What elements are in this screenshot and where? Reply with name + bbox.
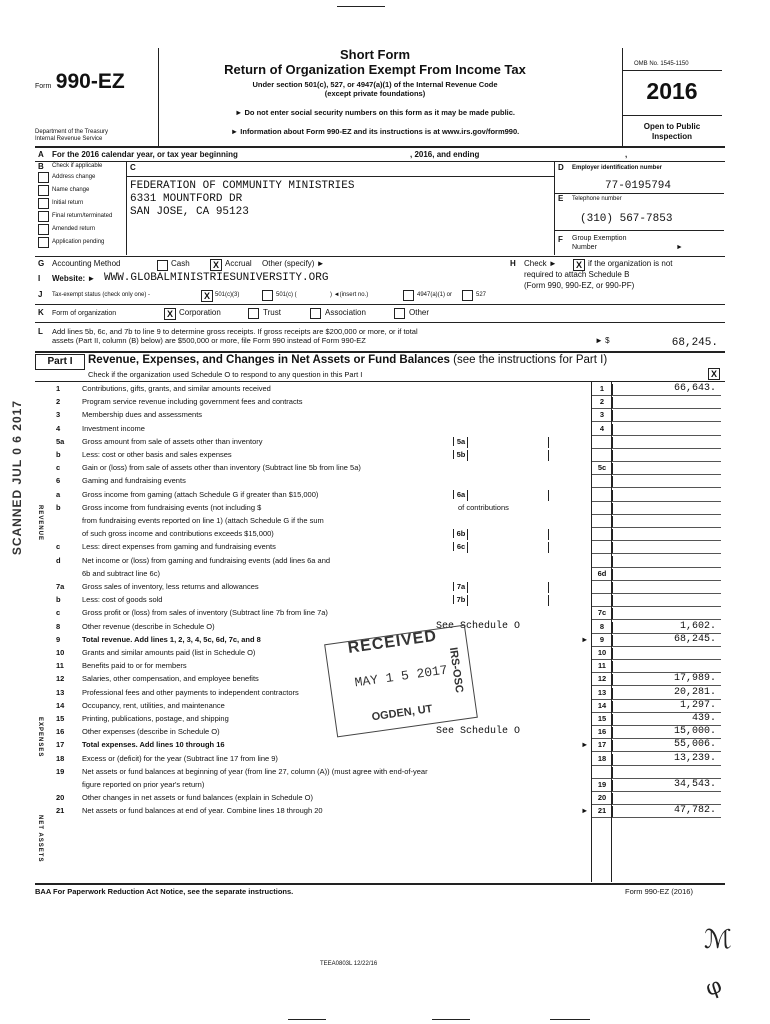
c-d-divider xyxy=(554,161,555,255)
org-address: 6331 MOUNTFORD DR xyxy=(130,193,243,205)
group-exemption-label: Group Exemption xyxy=(572,235,627,242)
part1-line-row xyxy=(48,529,720,540)
line-amount[interactable]: 20,281. xyxy=(673,686,716,698)
total-arrow: ► xyxy=(581,634,589,644)
section-b-option-label: Final return/terminated xyxy=(52,213,113,219)
line-description: Gaming and fundraising events xyxy=(82,476,186,486)
line-description: Excess or (deficit) for the year (Subtract line 17 from line 9) xyxy=(82,753,278,763)
section-b-checkbox[interactable] xyxy=(38,224,49,235)
part1-line-row xyxy=(48,516,720,527)
line-number: c xyxy=(56,463,61,473)
part1-line-row xyxy=(48,767,720,778)
part1-line-row xyxy=(48,476,720,487)
line-description: Other expenses (describe in Schedule O) xyxy=(82,727,220,737)
c-name-rule xyxy=(126,176,554,177)
line-description: Program service revenue including government fees and contracts xyxy=(82,397,303,407)
527-label: 527 xyxy=(476,292,487,298)
line-box-label: 11 xyxy=(591,661,613,672)
line-box-label: 5c xyxy=(591,463,613,474)
short-form-label: Short Form xyxy=(339,47,411,62)
line-amount[interactable]: 47,782. xyxy=(673,805,716,817)
scan-mark-bottom-2 xyxy=(432,1019,470,1020)
gross-receipts-dollar: ► $ xyxy=(595,336,610,345)
501c-checkbox[interactable] xyxy=(262,290,273,301)
part1-line-row xyxy=(48,793,720,804)
line-number: 21 xyxy=(56,806,65,816)
line-description: from fundraising events reported on line 1) (attach Schedule G if the sum xyxy=(82,516,324,525)
section-j-letter: J xyxy=(38,290,43,299)
stamp-ogden: OGDEN, UT xyxy=(370,702,434,724)
tax-exempt-label: Tax-exempt status (check only one) - xyxy=(52,292,151,298)
line-box-label xyxy=(591,503,613,514)
line-box-label xyxy=(591,542,613,553)
accrual-checkbox[interactable]: X xyxy=(210,259,222,271)
line-description: Net assets or fund balances at end of year. Combine lines 18 through 20 xyxy=(82,806,323,816)
form-prefix: Form xyxy=(35,83,52,90)
line-description: Less: direct expenses from gaming and fundraising events xyxy=(82,542,276,552)
line-amount[interactable]: 1,602. xyxy=(679,620,716,632)
line-number: 17 xyxy=(56,740,65,750)
line-description: Gain or (loss) from sale of assets other than inventory (Subtract line 5b from line 5a) xyxy=(82,463,361,473)
trust-checkbox[interactable] xyxy=(248,308,259,319)
section-g-letter: G xyxy=(38,259,45,268)
501c3-label: 501(c)(3) xyxy=(215,292,240,298)
schedule-o-checkbox[interactable]: X xyxy=(708,368,720,380)
cash-label: Cash xyxy=(171,259,190,268)
line-description: Contributions, gifts, grants, and similar amounts received xyxy=(82,384,271,393)
line-box-label: 2 xyxy=(591,397,613,408)
section-f-letter: F xyxy=(558,235,563,244)
line-box-label xyxy=(591,437,613,448)
line-description: Investment income xyxy=(82,423,145,433)
tax-year-end: , xyxy=(625,150,628,159)
form-of-org-label: Form of organization xyxy=(52,310,117,317)
schedule-b-text-2: required to attach Schedule B xyxy=(524,270,630,279)
corporation-label: Corporation xyxy=(179,308,221,317)
inspection-label: Inspection xyxy=(651,132,692,141)
line-box-label: 13 xyxy=(591,688,613,699)
line-amount[interactable]: 1,297. xyxy=(679,699,716,711)
revenue-side-label: REVENUE xyxy=(37,505,43,542)
line-box-label: 6d xyxy=(591,569,613,580)
schedule-b-text: if the organization is not xyxy=(588,259,673,268)
part1-line-row xyxy=(48,410,720,421)
line-box-label xyxy=(591,556,613,567)
line-description: Net assets or fund balances at beginning of year (from line 27, column (A)) (must agree with end-of-year xyxy=(82,766,428,776)
scanned-date-stamp: SCANNED JUL 0 6 2017 xyxy=(10,400,24,556)
part1-line-row xyxy=(48,384,720,395)
other-org-checkbox[interactable] xyxy=(394,308,405,319)
irs-label: Internal Revenue Service xyxy=(35,136,103,142)
website-value: WWW.GLOBALMINISTRIESUNIVERSITY.ORG xyxy=(104,272,329,284)
line-description: Occupancy, rent, utilities, and maintenance xyxy=(82,700,225,710)
ein-label: Employer identification number xyxy=(572,165,663,171)
org-name: FEDERATION OF COMMUNITY MINISTRIES xyxy=(130,180,355,192)
section-b-checkbox[interactable] xyxy=(38,172,49,183)
line-number: 19 xyxy=(56,766,65,776)
part1-line-row xyxy=(48,569,720,580)
gross-receipts-text-2: assets (Part II, column (B) below) are $500,000 or more, file Form 990 instead of Form 990-EZ xyxy=(52,336,366,345)
part1-title-main: Revenue, Expenses, and Changes in Net Assets or Fund Balances xyxy=(88,354,450,366)
section-b-option-label: Name change xyxy=(52,187,90,193)
stamp-received: RECEIVED xyxy=(346,627,439,657)
line-number: 8 xyxy=(56,621,61,631)
section-b-checkbox[interactable] xyxy=(38,211,49,222)
baa-notice: BAA For Paperwork Reduction Act Notice, see the separate instructions. xyxy=(35,887,294,896)
scan-mark-bottom-1 xyxy=(288,1019,326,1020)
box-col-right xyxy=(611,382,612,882)
website-label: Website: ► xyxy=(52,274,96,283)
4947-label: 4947(a)(1) or xyxy=(417,292,453,298)
line-box-label: 10 xyxy=(591,648,613,659)
open-public: Open to Public xyxy=(643,122,701,131)
line-amount[interactable]: 13,239. xyxy=(673,752,716,764)
line-number: 20 xyxy=(56,793,65,803)
line-b-rule xyxy=(35,256,725,257)
section-a-letter: A xyxy=(38,150,44,159)
line-number: 16 xyxy=(56,727,65,737)
line-number: 11 xyxy=(56,661,64,671)
line-a-rule xyxy=(35,161,725,162)
line-number: c xyxy=(56,608,61,618)
part1-line-row xyxy=(48,754,720,765)
part1-line-row xyxy=(48,740,720,751)
schedule-o-reference: See Schedule O xyxy=(436,726,521,738)
sub-line-amount-field[interactable] xyxy=(467,490,549,501)
line-amount[interactable]: 439. xyxy=(691,713,716,724)
line-box-label: 1 xyxy=(591,384,613,395)
section-k-letter: K xyxy=(38,308,44,317)
footer-rule xyxy=(35,883,725,885)
received-stamp xyxy=(324,625,478,738)
line-description-suffix: of contributions xyxy=(458,502,509,512)
sub-line-amount-field[interactable] xyxy=(467,450,549,461)
part1-line-row xyxy=(48,463,720,474)
other-method-label: Other (specify) ► xyxy=(262,259,325,268)
line-box-label xyxy=(591,476,613,487)
expenses-side-label: EXPENSES xyxy=(37,717,43,758)
part1-line-row xyxy=(48,608,720,619)
line-description: Salaries, other compensation, and employee benefits xyxy=(82,674,259,684)
header-bottom-rule xyxy=(35,146,725,148)
handwritten-mark-scribble: φ xyxy=(702,973,726,1002)
line-number: 3 xyxy=(56,410,61,420)
line-description: Less: cost of goods sold xyxy=(82,595,163,605)
line-box-label: 20 xyxy=(591,793,613,804)
line-description: Total expenses. Add lines 10 through 16 xyxy=(82,740,225,750)
stamp-date: MAY 1 5 2017 xyxy=(353,662,449,691)
line-l-rule xyxy=(35,351,725,353)
schedule-o-reference: See Schedule O xyxy=(436,620,521,632)
line-amount[interactable]: 68,245. xyxy=(673,633,716,645)
accrual-label: Accrual xyxy=(225,259,252,268)
line-number: 18 xyxy=(56,753,65,763)
scan-mark-bottom-3 xyxy=(550,1019,590,1020)
527-checkbox[interactable] xyxy=(462,290,473,301)
part1-line-row xyxy=(48,582,720,593)
corporation-checkbox[interactable]: X xyxy=(164,308,176,320)
section-b-option-label: Application pending xyxy=(52,239,105,245)
line-box-label: 9 xyxy=(591,635,613,646)
phone-label: Telephone number xyxy=(572,196,622,202)
section-e-letter: E xyxy=(558,194,564,203)
omb-number: OMB No. 1545-1150 xyxy=(634,61,689,67)
part1-line-row xyxy=(48,437,720,448)
sub-line-box-label: 6c xyxy=(453,542,468,551)
line-box-label: 21 xyxy=(591,806,613,817)
accounting-method-label: Accounting Method xyxy=(52,259,121,268)
schedule-o-check-text: Check if the organization used Schedule O to respond to any question in this Part I xyxy=(88,370,363,379)
line-number: 6 xyxy=(56,476,61,486)
line-description: Benefits paid to or for members xyxy=(82,661,187,671)
sub-line-box-label: 7b xyxy=(453,595,468,604)
line-description: Printing, publications, postage, and shipping xyxy=(82,714,229,723)
trust-label: Trust xyxy=(263,308,281,317)
sub-line-amount-field[interactable] xyxy=(467,582,549,593)
cash-checkbox[interactable] xyxy=(157,260,168,271)
line-number: d xyxy=(56,555,61,565)
tax-year-ending: , 2016, and ending xyxy=(410,150,480,159)
ein-value: 77-0195794 xyxy=(605,180,672,192)
part1-line-row xyxy=(48,490,720,501)
part1-line-row xyxy=(48,622,720,633)
gross-receipts-amount: 68,245. xyxy=(671,337,718,349)
header-divider-left xyxy=(158,48,159,146)
line-number: b xyxy=(56,595,61,605)
line-number: 10 xyxy=(56,648,65,657)
part1-line-row xyxy=(48,806,720,817)
box-col-left xyxy=(591,382,592,882)
line-k-rule xyxy=(35,322,725,323)
line-description: Less: cost or other basis and sales expenses xyxy=(82,450,232,459)
dept-treasury: Department of the Treasury xyxy=(35,129,109,135)
section-b-checkbox[interactable] xyxy=(38,237,49,248)
line-box-label: 15 xyxy=(591,714,613,725)
ssn-notice: ► Do not enter social security numbers on this form as it may be made public. xyxy=(235,108,515,117)
sub-line-box-label: 6a xyxy=(453,490,468,499)
total-arrow: ► xyxy=(581,740,589,750)
phone-rule xyxy=(554,230,724,231)
line-description: Other changes in net assets or fund balances (explain in Schedule O) xyxy=(82,793,313,803)
section-d-letter: D xyxy=(558,163,564,172)
line-box-label: 18 xyxy=(591,754,613,765)
line-number: 1 xyxy=(56,384,61,393)
part1-title xyxy=(88,354,607,366)
line-number: 15 xyxy=(56,714,65,723)
line-description: of such gross income and contributions exceeds $15,000) xyxy=(82,529,274,539)
line-amount[interactable]: 15,000. xyxy=(673,726,716,738)
line-number: 14 xyxy=(56,700,65,710)
line-number: b xyxy=(56,502,61,512)
section-l-letter: L xyxy=(38,327,43,336)
phone-value: (310) 567-7853 xyxy=(580,213,673,225)
sub-line-box-label: 5a xyxy=(453,437,468,446)
section-c-letter: C xyxy=(130,163,136,172)
year-line xyxy=(622,115,722,116)
form-footer-ref: Form 990-EZ (2016) xyxy=(625,887,693,896)
line-description: Membership dues and assessments xyxy=(82,410,203,420)
other-org-label: Other xyxy=(409,308,430,317)
section-i-letter: I xyxy=(38,274,41,283)
line-number: 4 xyxy=(56,423,61,433)
line-description: Net income or (loss) from gaming and fundraising events (add lines 6a and xyxy=(82,555,331,565)
part1-line-row xyxy=(48,503,720,514)
line-box-label xyxy=(591,582,613,593)
tax-year-text: For the 2016 calendar year, or tax year beginning xyxy=(52,150,238,159)
part1-line-row xyxy=(48,556,720,567)
line-box-label xyxy=(591,450,613,461)
section-b-option-label: Amended return xyxy=(52,226,96,232)
group-arrow: ► xyxy=(676,244,683,251)
part1-line-row xyxy=(48,780,720,791)
form-subtitle-2: (except private foundations) xyxy=(324,89,426,98)
section-b-option-label: Initial return xyxy=(52,200,84,206)
line-number: 7a xyxy=(56,582,65,591)
line-box-label xyxy=(591,767,613,778)
sub-line-amount-field[interactable] xyxy=(467,529,549,540)
501c-label: 501(c) ( xyxy=(276,292,297,298)
line-box-label xyxy=(591,490,613,501)
part1-line-row xyxy=(48,424,720,435)
omb-line xyxy=(622,70,722,71)
net-assets-side-label: NET ASSETS xyxy=(37,815,43,863)
section-h-letter: H xyxy=(510,259,516,268)
part1-line-row xyxy=(48,397,720,408)
schedule-b-text-3: (Form 990, 990-EZ, or 990-PF) xyxy=(524,281,635,290)
association-checkbox[interactable] xyxy=(310,308,321,319)
line-number: 12 xyxy=(56,674,65,684)
association-label: Association xyxy=(325,308,366,317)
line-box-label: 8 xyxy=(591,622,613,633)
group-number-label: Number xyxy=(572,244,597,251)
line-number: 2 xyxy=(56,397,61,407)
line-box-label: 14 xyxy=(591,701,613,712)
sub-line-box-label: 6b xyxy=(453,529,468,538)
software-code: TEEA0803L 12/22/16 xyxy=(320,961,378,967)
line-j-rule xyxy=(35,304,725,305)
line-box-label: 7c xyxy=(591,608,613,619)
line-box-label: 19 xyxy=(591,780,613,791)
line-description: Other revenue (describe in Schedule O) xyxy=(82,621,215,631)
line-amount[interactable]: 17,989. xyxy=(673,673,716,685)
section-b-option-label: Address change xyxy=(52,174,96,180)
form-number: 990-EZ xyxy=(55,70,125,93)
form-subtitle-1: Under section 501(c), 527, or 4947(a)(1) of the Internal Revenue Code xyxy=(252,80,498,89)
sub-line-amount-field[interactable] xyxy=(467,437,549,448)
part1-line-row xyxy=(48,542,720,553)
sub-line-box-label: 7a xyxy=(453,582,468,591)
line-description: Gross amount from sale of assets other than inventory xyxy=(82,436,263,446)
line-description: Professional fees and other payments to independent contractors xyxy=(82,687,299,697)
insert-no-label: ) ◄(insert no.) xyxy=(330,292,369,298)
part1-line-row xyxy=(48,595,720,606)
line-description: Gross profit or (loss) from sales of inventory (Subtract line 7b from line 7a) xyxy=(82,608,328,618)
line-number: a xyxy=(56,489,61,499)
check-if-applicable: Check if applicable xyxy=(52,163,103,169)
line-description: figure reported on prior year's return) xyxy=(82,780,205,789)
line-description: 6b and subtract line 6c) xyxy=(82,568,160,578)
schedule-b-checkbox[interactable]: X xyxy=(573,259,585,271)
line-amount[interactable]: 34,543. xyxy=(673,779,716,790)
line-description: Total revenue. Add lines 1, 2, 3, 4, 5c, 6d, 7c, and 8 xyxy=(82,634,261,644)
line-box-label xyxy=(591,529,613,540)
ein-rule xyxy=(554,193,724,194)
line-box-label: 16 xyxy=(591,727,613,738)
info-notice: ► Information about Form 990-EZ and its instructions is at www.irs.gov/form990. xyxy=(230,127,520,136)
line-number: 5a xyxy=(56,436,65,446)
sub-line-box-label: 5b xyxy=(453,450,468,459)
section-b-checkbox[interactable] xyxy=(38,198,49,209)
line-number: b xyxy=(56,450,61,459)
line-box-label: 17 xyxy=(591,740,613,751)
handwritten-mark-q: ℳ xyxy=(704,925,732,955)
line-number: 9 xyxy=(56,634,61,644)
sub-line-amount-field[interactable] xyxy=(467,595,549,606)
line-box-label: 4 xyxy=(591,424,613,435)
501c3-checkbox[interactable]: X xyxy=(201,290,213,302)
line-box-label: 12 xyxy=(591,674,613,685)
org-city: SAN JOSE, CA 95123 xyxy=(130,206,249,218)
total-arrow: ► xyxy=(581,806,589,816)
schedule-b-check: Check ► xyxy=(524,259,557,268)
stamp-irs-osc: IRS-OSC xyxy=(446,646,466,694)
section-b-letter: B xyxy=(38,162,44,171)
line-description: Gross sales of inventory, less returns and allowances xyxy=(82,582,259,591)
form-number-block xyxy=(35,70,125,94)
scan-mark xyxy=(337,6,385,7)
line-box-label xyxy=(591,595,613,606)
line-amount[interactable]: 55,006. xyxy=(673,739,716,751)
tax-year: 2016 xyxy=(646,78,698,104)
gross-receipts-text-1: Add lines 5b, 6c, and 7b to line 9 to determine gross receipts. If gross receipts are $200,000 or more, or if total xyxy=(52,327,418,336)
part1-header-rule xyxy=(35,381,725,382)
line-description: Gross income from gaming (attach Schedule G if greater than $15,000) xyxy=(82,489,319,499)
line-box-label: 3 xyxy=(591,410,613,421)
sub-line-amount-field[interactable] xyxy=(467,542,549,553)
line-box-label xyxy=(591,516,613,527)
form-title: Return of Organization Exempt From Income Tax xyxy=(224,62,526,77)
line-number: 13 xyxy=(56,687,65,697)
4947-checkbox[interactable] xyxy=(403,290,414,301)
line-number: c xyxy=(56,542,61,552)
section-b-checkbox[interactable] xyxy=(38,185,49,196)
line-description: Grants and similar amounts paid (list in Schedule O) xyxy=(82,648,256,657)
part1-line-row xyxy=(48,450,720,461)
part1-tag: Part I xyxy=(35,354,85,370)
part1-title-suffix: (see the instructions for Part I) xyxy=(453,354,608,366)
line-amount[interactable]: 66,643. xyxy=(673,383,716,394)
line-description: Gross income from fundraising events (not including $ xyxy=(82,502,262,512)
